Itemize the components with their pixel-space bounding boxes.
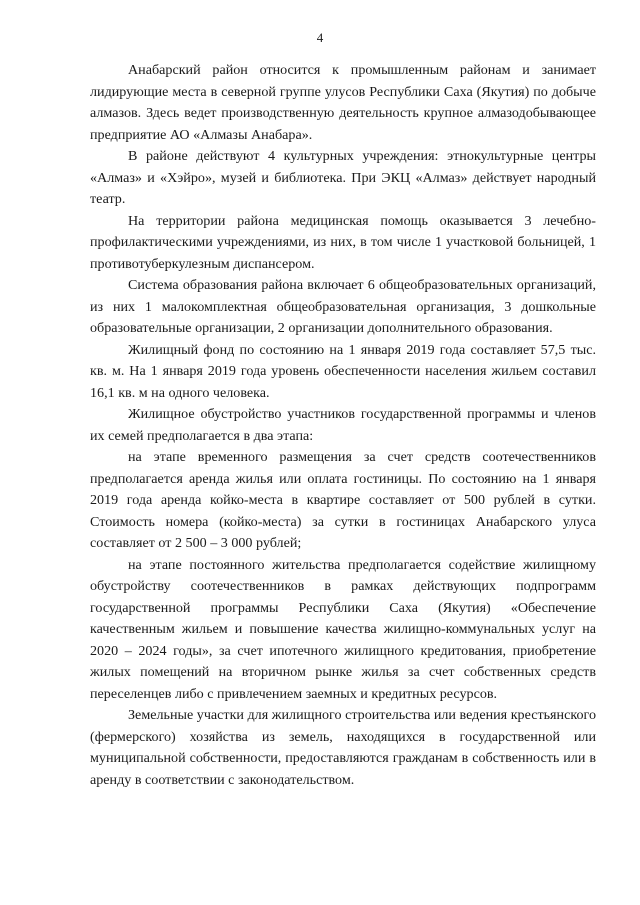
- paragraph-housing-stages: Жилищное обустройство участников государственной программы и членов их семей предполагается в два этапа:: [90, 406, 596, 444]
- paragraph-culture: В районе действуют 4 культурных учреждения: этнокультурные центры «Алмаз» и «Хэйро», музей и библиотека. При ЭКЦ «Алмаз» действует народный театр.: [90, 148, 596, 207]
- paragraph-district-industry: Анабарский район относится к промышленным районам и занимает лидирующие места в северной группе улусов Республики Саха (Якутия) по добыче алмазов. Здесь ведет производственную деятельность крупное алмазодобывающее предприятие АО «Алмазы Анабара».: [90, 62, 596, 143]
- paragraph-land-plots: Земельные участки для жилищного строительства или ведения крестьянского (фермерского) хозяйства из земель, находящихся в государственной или муниципальной собственности, предоставляются гражданам в собственность или в аренду в соответствии с законодательством.: [90, 707, 596, 788]
- page-number: 4: [316, 30, 324, 45]
- paragraph-education: Система образования района включает 6 общеобразовательных организаций, из них 1 малокомплектная общеобразовательная организация, 3 дошкольные образовательные организации, 2 организации дополнительного образования.: [90, 277, 596, 336]
- paragraph-healthcare: На территории района медицинская помощь оказывается 3 лечебно-профилактическими учреждениями, из них, в том числе 1 участковой больницей, 1 противотуберкулезным диспансером.: [90, 212, 596, 272]
- paragraph-permanent-stage: на этапе постоянного жительства предполагается содействие жилищному обустройству соотечественников в рамках действующих подпрограмм государственной программы Республики Саха (Якутия) «Обеспечение качественным жильем и повышение качества жилищно-коммунальных услуг на 2020 – 2024 годы», за счет ипотечного жилищного кредитования, приобретение жилых помещений на вторичном рынке жилья за счет собственных средств переселенцев либо с привлечением заемных и кредитных ресурсов.: [90, 556, 596, 702]
- document-body: [90, 60, 596, 791]
- paragraph-temporary-stage: на этапе временного размещения за счет средств соотечественников предполагается аренда жилья или оплата гостиницы. По состоянию на 1 января 2019 года аренда койко-места в квартире составляет от 500 рублей в сутки. Стоимость номера (койко-места) за сутки в гостиницах Анабарского улуса составляет от 2 500 – 3 000 рублей;: [90, 449, 596, 551]
- paragraph-housing-stock: Жилищный фонд по состоянию на 1 января 2019 года составляет 57,5 тыс. кв. м. На 1 января 2019 года уровень обеспеченности населения жильем составил 16,1 кв. м на одного человека.: [90, 341, 596, 401]
